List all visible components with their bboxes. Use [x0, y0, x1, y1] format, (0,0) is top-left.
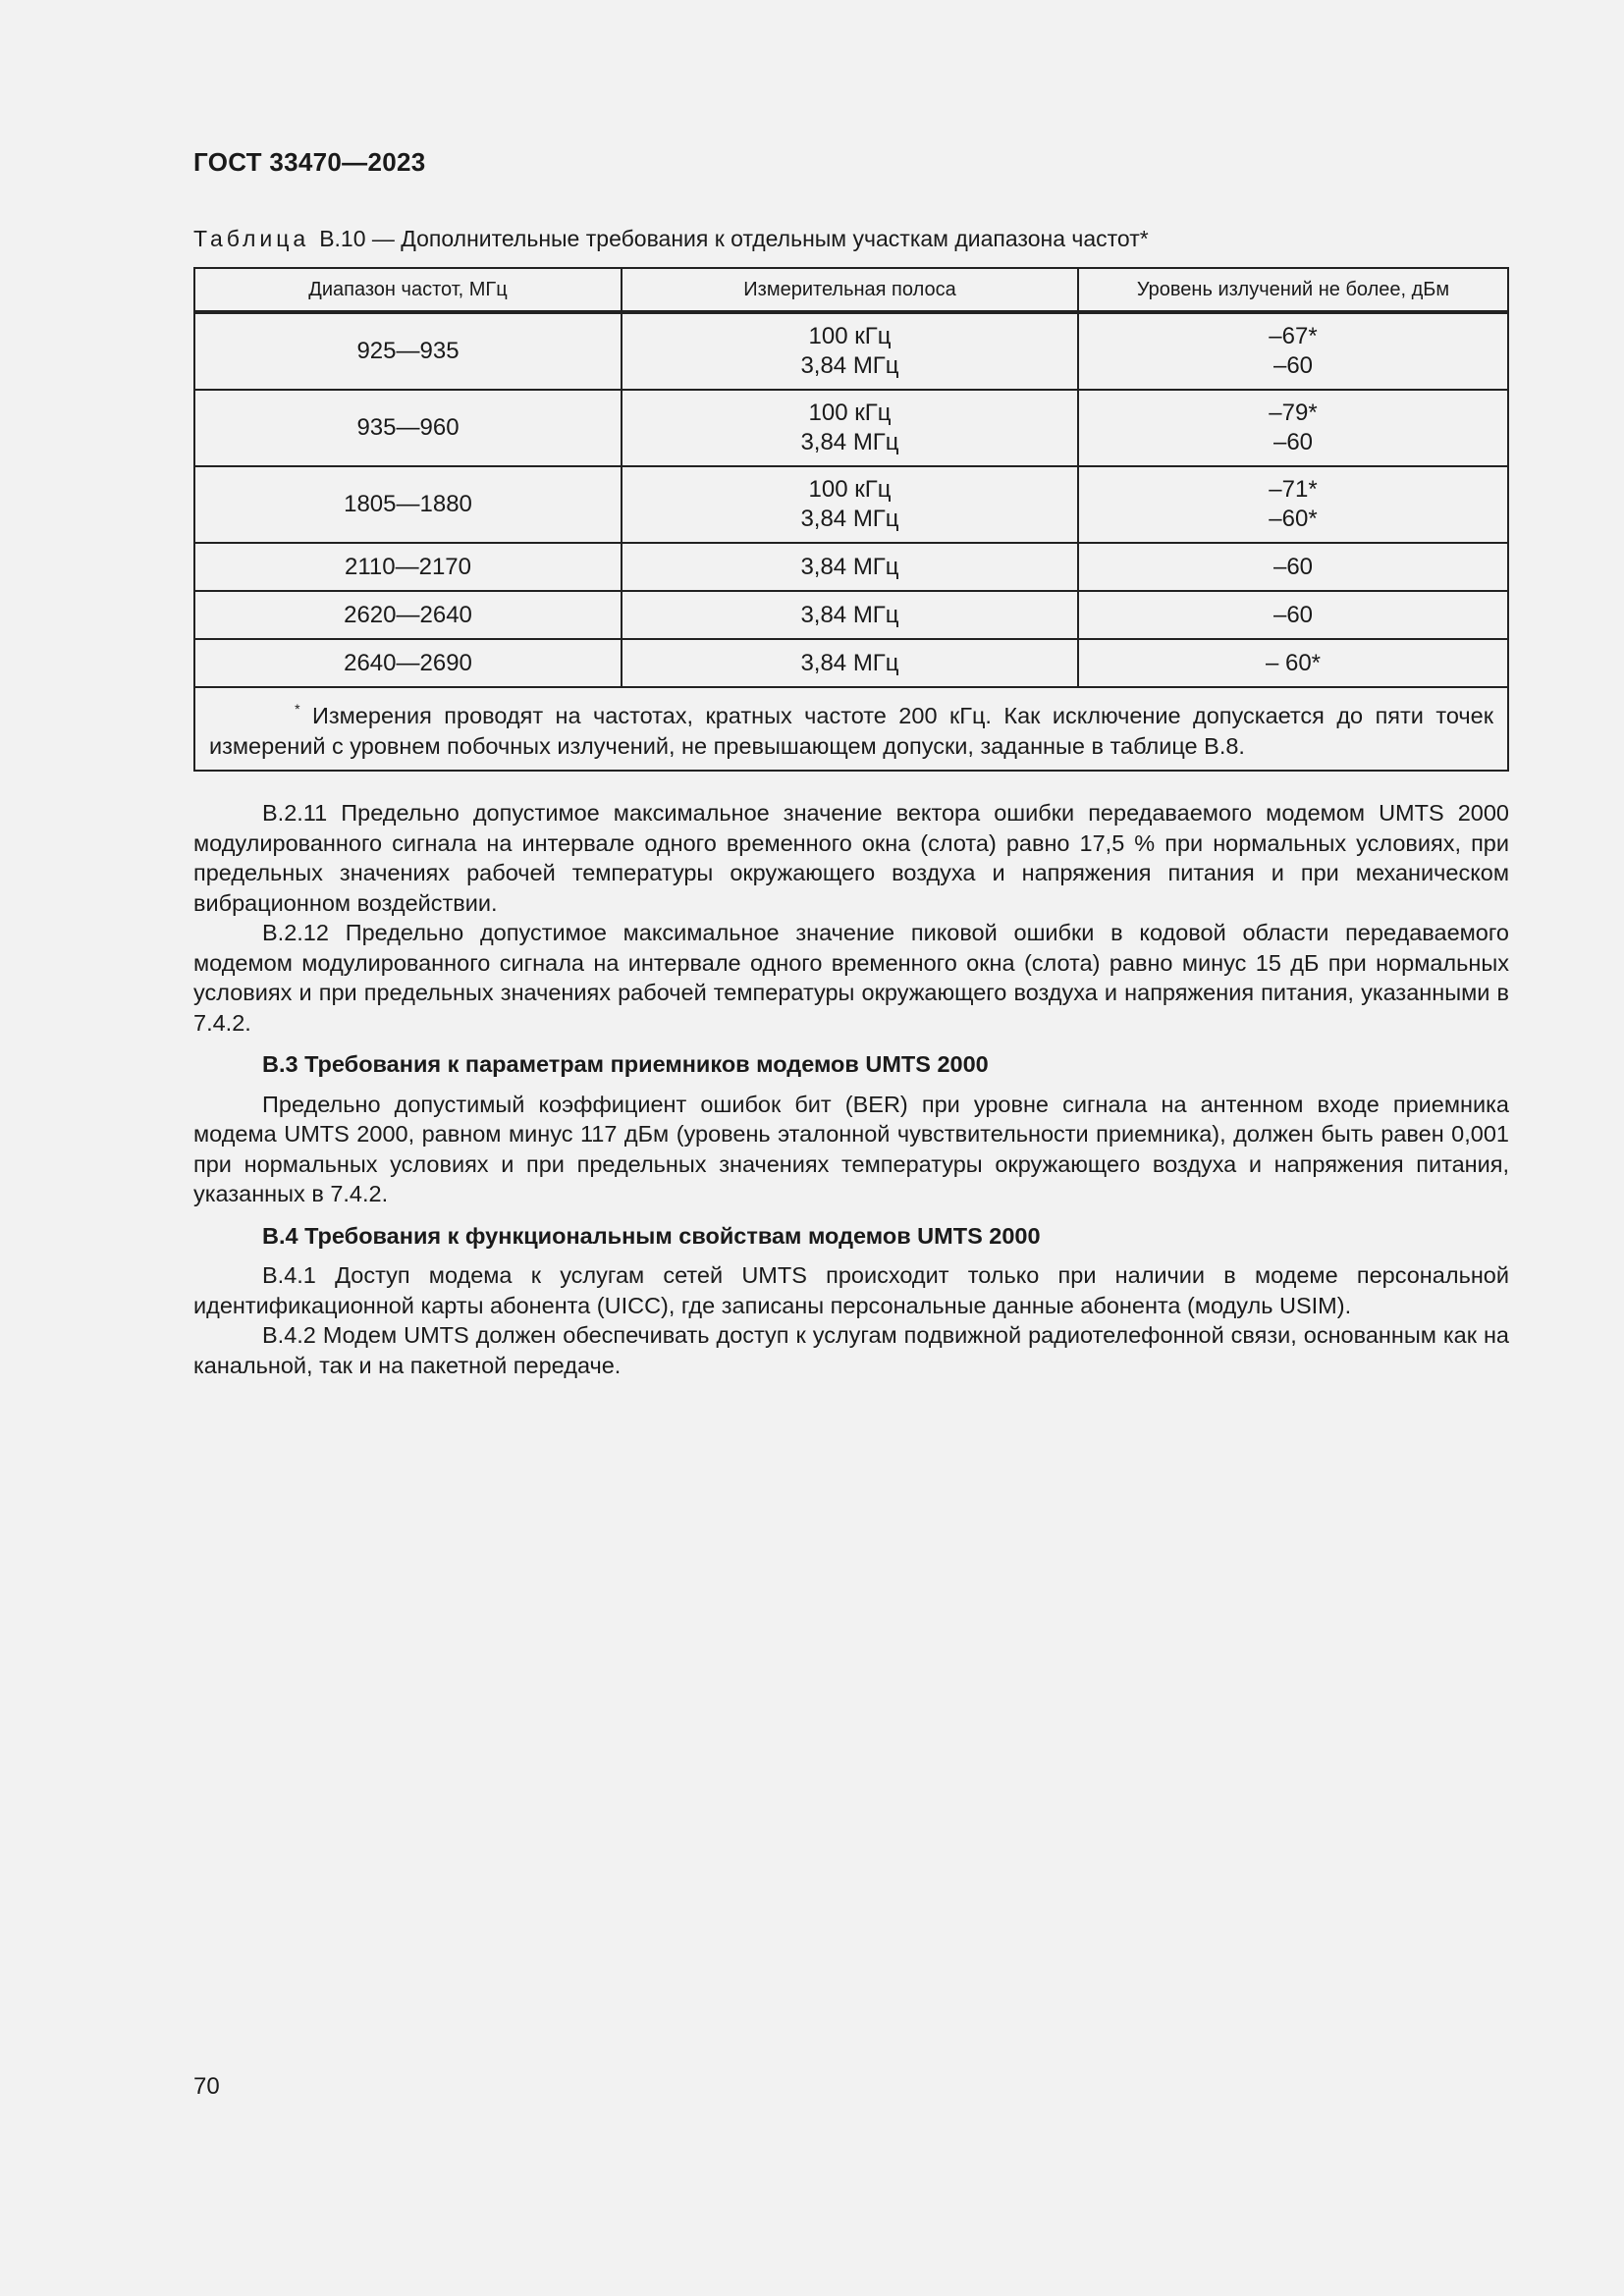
paragraph-b212: В.2.12 Предельно допустимое максимальное значение пиковой ошибки в кодовой области передаваемого модемом модулированного сигнала на интервале одного временного окна (слота) равно минус 15 дБ при нормальных условиях и при предельных значениях рабочей температуры окружающего воздуха и напряжения питания, указанными в 7.4.2.	[193, 920, 1509, 1036]
band-value: 100 кГц	[808, 400, 892, 426]
table-header-row	[194, 268, 1508, 312]
table-row	[194, 466, 1508, 543]
cell-emission-level: –60	[1078, 591, 1508, 639]
cell-frequency-range: 2110—2170	[194, 543, 622, 591]
section-heading-b4: В.4 Требования к функциональным свойствам модемов UMTS 2000	[262, 1222, 1041, 1249]
table-row	[194, 543, 1508, 591]
cell-emission-level: – 60*	[1078, 639, 1508, 687]
table-row	[194, 591, 1508, 639]
table-caption	[193, 226, 1149, 252]
band-value: 3,84 МГц	[800, 506, 899, 532]
column-header-emission-level: Уровень излучений не более, дБм	[1078, 268, 1508, 312]
band-value: 100 кГц	[808, 323, 892, 349]
level-value: –79*	[1269, 400, 1318, 426]
paragraph-b3: Предельно допустимый коэффициент ошибок бит (BER) при уровне сигнала на антенном входе приемника модема UMTS 2000, равном минус 117 дБм (уровень эталонной чувствительности приемника), должен быть равен 0,001 при нормальных условиях и при предельных значениях температуры окружающего воздуха и напряжения питания, указанных в 7.4.2.	[193, 1091, 1509, 1206]
footnote-text: Измерения проводят на частотах, кратных частоте 200 кГц. Как исключение допускается до пяти точек измерений с уровнем побочных излучений, не превышающем допуски, заданные в таблице В.8.	[209, 703, 1493, 759]
page-number: 70	[193, 2073, 220, 2100]
cell-frequency-range: 935—960	[194, 390, 622, 466]
column-header-measurement-band: Измерительная полоса	[622, 268, 1078, 312]
paragraph-b41: В.4.1 Доступ модема к услугам сетей UMTS происходит только при наличии в модеме персональной идентификационной карты абонента (UICC), где записаны персональные данные абонента (модуль USIM).	[193, 1262, 1509, 1318]
level-value: –67*	[1269, 323, 1318, 349]
paragraph-b211: В.2.11 Предельно допустимое максимальное значение вектора ошибки передаваемого модемом UMTS 2000 модулированного сигнала на интервале одного временного окна (слота) равно 17,5 % при нормальных условиях, при предельных значениях рабочей температуры окружающего воздуха и напряжения питания и при механическом вибрационном воздействии.	[193, 800, 1509, 916]
level-value: –71*	[1269, 476, 1318, 503]
body-text	[193, 798, 1509, 1380]
cell-measurement-band	[622, 390, 1078, 466]
table-row	[194, 390, 1508, 466]
document-header: ГОСТ 33470—2023	[193, 147, 426, 177]
level-value: –60*	[1269, 506, 1318, 532]
footnote-mark: *	[295, 701, 300, 717]
table-footnote	[194, 687, 1508, 771]
cell-measurement-band	[622, 312, 1078, 390]
cell-frequency-range: 2640—2690	[194, 639, 622, 687]
table-row	[194, 312, 1508, 390]
cell-frequency-range: 1805—1880	[194, 466, 622, 543]
band-value: 3,84 МГц	[800, 429, 899, 455]
table-caption-text: В.10 — Дополнительные требования к отдельным участкам диапазона частот*	[319, 226, 1149, 251]
table-caption-prefix: Таблица	[193, 226, 310, 251]
table-footnote-row	[194, 687, 1508, 771]
frequency-requirements-table	[193, 267, 1509, 772]
section-heading-b3: В.3 Требования к параметрам приемников модемов UMTS 2000	[262, 1051, 989, 1077]
paragraph-b42: В.4.2 Модем UMTS должен обеспечивать доступ к услугам подвижной радиотелефонной связи, основанным как на канальной, так и на пакетной передаче.	[193, 1322, 1509, 1378]
cell-measurement-band	[622, 466, 1078, 543]
cell-emission-level	[1078, 312, 1508, 390]
cell-measurement-band: 3,84 МГц	[622, 639, 1078, 687]
cell-frequency-range: 925—935	[194, 312, 622, 390]
cell-emission-level	[1078, 390, 1508, 466]
cell-emission-level	[1078, 466, 1508, 543]
table-row	[194, 639, 1508, 687]
band-value: 3,84 МГц	[800, 352, 899, 379]
cell-measurement-band: 3,84 МГц	[622, 591, 1078, 639]
column-header-frequency-range: Диапазон частот, МГц	[194, 268, 622, 312]
level-value: –60	[1272, 352, 1314, 379]
cell-emission-level: –60	[1078, 543, 1508, 591]
level-value: –60	[1272, 429, 1314, 455]
cell-measurement-band: 3,84 МГц	[622, 543, 1078, 591]
cell-frequency-range: 2620—2640	[194, 591, 622, 639]
band-value: 100 кГц	[808, 476, 892, 503]
